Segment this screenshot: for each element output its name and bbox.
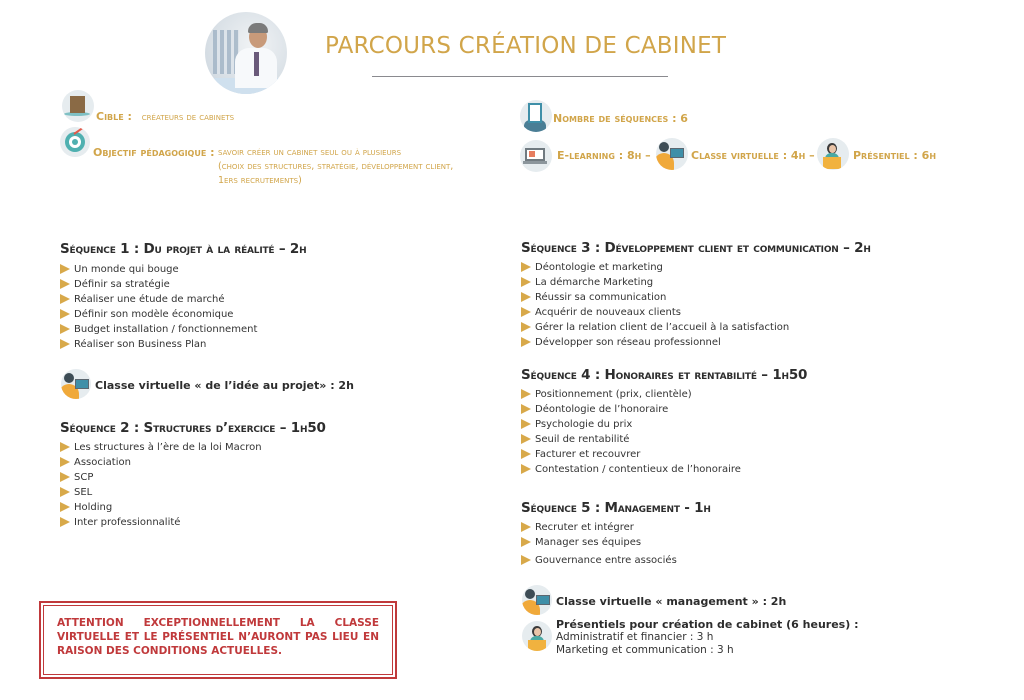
list-item: La démarche Marketing	[521, 275, 789, 290]
cible-value: créateurs de cabinets	[141, 112, 235, 123]
list-item: Acquérir de nouveaux clients	[521, 305, 789, 320]
photo-tie	[254, 52, 259, 76]
triangle-bullet-icon	[60, 264, 70, 274]
separator: –	[805, 149, 815, 162]
title-divider	[372, 76, 668, 77]
triangle-bullet-icon	[60, 487, 70, 497]
triangle-bullet-icon	[521, 262, 531, 272]
elearning-label: E-learning : 8h	[557, 149, 642, 162]
laptop-elearning-icon	[520, 140, 552, 172]
classe-virtuelle-1: Classe virtuelle « de l’idée au projet» : 2h	[95, 379, 354, 392]
triangle-bullet-icon	[521, 434, 531, 444]
triangle-bullet-icon	[521, 464, 531, 474]
sequence-3-title: Séquence 3 : Développement client et communication – 2h	[521, 240, 871, 256]
triangle-bullet-icon	[521, 389, 531, 399]
objectif-line-3: 1ers recrutements)	[218, 175, 302, 186]
objectif-row	[93, 146, 215, 159]
list-item: Budget installation / fonctionnement	[60, 322, 257, 337]
triangle-bullet-icon	[521, 337, 531, 347]
nombre-sequences: Nombre de séquences : 6	[553, 112, 688, 125]
sequence-2-list	[60, 440, 262, 530]
list-item: SCP	[60, 470, 262, 485]
sequence-5-list	[521, 520, 677, 568]
triangle-bullet-icon	[521, 277, 531, 287]
classe-virtuelle-2: Classe virtuelle « management » : 2h	[556, 595, 787, 608]
cible-row	[96, 110, 234, 123]
list-item: Psychologie du prix	[521, 417, 741, 432]
modalite-presentiel: Présentiel : 6h	[853, 149, 937, 162]
presenter-icon	[817, 138, 849, 170]
triangle-bullet-icon	[60, 279, 70, 289]
list-item: Réaliser une étude de marché	[60, 292, 257, 307]
triangle-bullet-icon	[521, 522, 531, 532]
presentiels-title: Présentiels pour création de cabinet (6 heures) :	[556, 618, 859, 631]
sequence-1-list	[60, 262, 257, 352]
triangle-bullet-icon	[60, 442, 70, 452]
warning-box	[39, 601, 397, 679]
objectif-line-2: (choix des structures, stratégie, développement client,	[218, 161, 454, 172]
triangle-bullet-icon	[60, 339, 70, 349]
page-title: PARCOURS CRÉATION DE CABINET	[325, 33, 727, 59]
list-item: Déontologie et marketing	[521, 260, 789, 275]
list-item: Déontologie de l’honoraire	[521, 402, 741, 417]
triangle-bullet-icon	[60, 517, 70, 527]
target-icon	[60, 127, 90, 157]
triangle-bullet-icon	[521, 322, 531, 332]
sequence-4-list	[521, 387, 741, 477]
triangle-bullet-icon	[60, 324, 70, 334]
list-item: Un monde qui bouge	[60, 262, 257, 277]
list-item: Manager ses équipes	[521, 535, 677, 550]
list-item: Développer son réseau professionnel	[521, 335, 789, 350]
presenter-icon	[522, 621, 552, 651]
triangle-bullet-icon	[521, 555, 531, 565]
triangle-bullet-icon	[521, 404, 531, 414]
triangle-bullet-icon	[521, 307, 531, 317]
sequence-1-title: Séquence 1 : Du projet à la réalité – 2h	[60, 241, 307, 257]
list-item: Définir sa stratégie	[60, 277, 257, 292]
triangle-bullet-icon	[521, 537, 531, 547]
virtual-class-icon	[61, 369, 91, 399]
list-item: Les structures à l’ère de la loi Macron	[60, 440, 262, 455]
list-item: Association	[60, 455, 262, 470]
warning-text: ATTENTION EXCEPTIONNELLEMENT LA CLASSE VIRTUELLE ET LE PRÉSENTIEL N’AURONT PAS LIEU EN RAISON DES CONDITIONS ACTUELLES.	[57, 617, 379, 657]
sequence-2-title: Séquence 2 : Structures d’exercice – 1h50	[60, 420, 326, 436]
triangle-bullet-icon	[521, 292, 531, 302]
triangle-bullet-icon	[521, 419, 531, 429]
presentiel-line: Marketing et communication : 3 h	[556, 644, 734, 656]
separator: –	[641, 149, 651, 162]
presentiels-block	[556, 618, 858, 657]
building-icon	[62, 90, 94, 122]
cible-label: Cible :	[96, 110, 132, 123]
triangle-bullet-icon	[60, 309, 70, 319]
modalite-classe-virtuelle	[691, 149, 815, 162]
sequence-5-title: Séquence 5 : Management - 1h	[521, 500, 711, 516]
triangle-bullet-icon	[521, 449, 531, 459]
virtual-class-icon	[656, 138, 688, 170]
header-photo	[205, 12, 287, 94]
sequence-3-list	[521, 260, 789, 350]
triangle-bullet-icon	[60, 294, 70, 304]
objectif-label: Objectif pédagogique :	[93, 146, 215, 159]
list-item: Facturer et recouvrer	[521, 447, 741, 462]
list-item: Gérer la relation client de l’accueil à la satisfaction	[521, 320, 789, 335]
classe-virtuelle-label: Classe virtuelle : 4h	[691, 149, 806, 162]
objectif-line-1: savoir créer un cabinet seul ou à plusieurs	[218, 147, 402, 158]
tablet-icon	[520, 100, 552, 132]
triangle-bullet-icon	[60, 502, 70, 512]
list-item: Réussir sa communication	[521, 290, 789, 305]
modalite-elearning	[557, 149, 651, 162]
list-item: Positionnement (prix, clientèle)	[521, 387, 741, 402]
list-item: Holding	[60, 500, 262, 515]
photo-hair	[248, 23, 268, 33]
list-item: Recruter et intégrer	[521, 520, 677, 535]
triangle-bullet-icon	[60, 457, 70, 467]
list-item: Contestation / contentieux de l’honoraire	[521, 462, 741, 477]
list-item: Définir son modèle économique	[60, 307, 257, 322]
triangle-bullet-icon	[60, 472, 70, 482]
sequence-4-title: Séquence 4 : Honoraires et rentabilité – 1h50	[521, 367, 808, 383]
list-item: Gouvernance entre associés	[521, 553, 677, 568]
list-item: SEL	[60, 485, 262, 500]
list-item: Inter professionnalité	[60, 515, 262, 530]
list-item: Seuil de rentabilité	[521, 432, 741, 447]
presentiel-line: Administratif et financier : 3 h	[556, 631, 714, 643]
virtual-class-icon	[522, 585, 552, 615]
list-item: Réaliser son Business Plan	[60, 337, 257, 352]
